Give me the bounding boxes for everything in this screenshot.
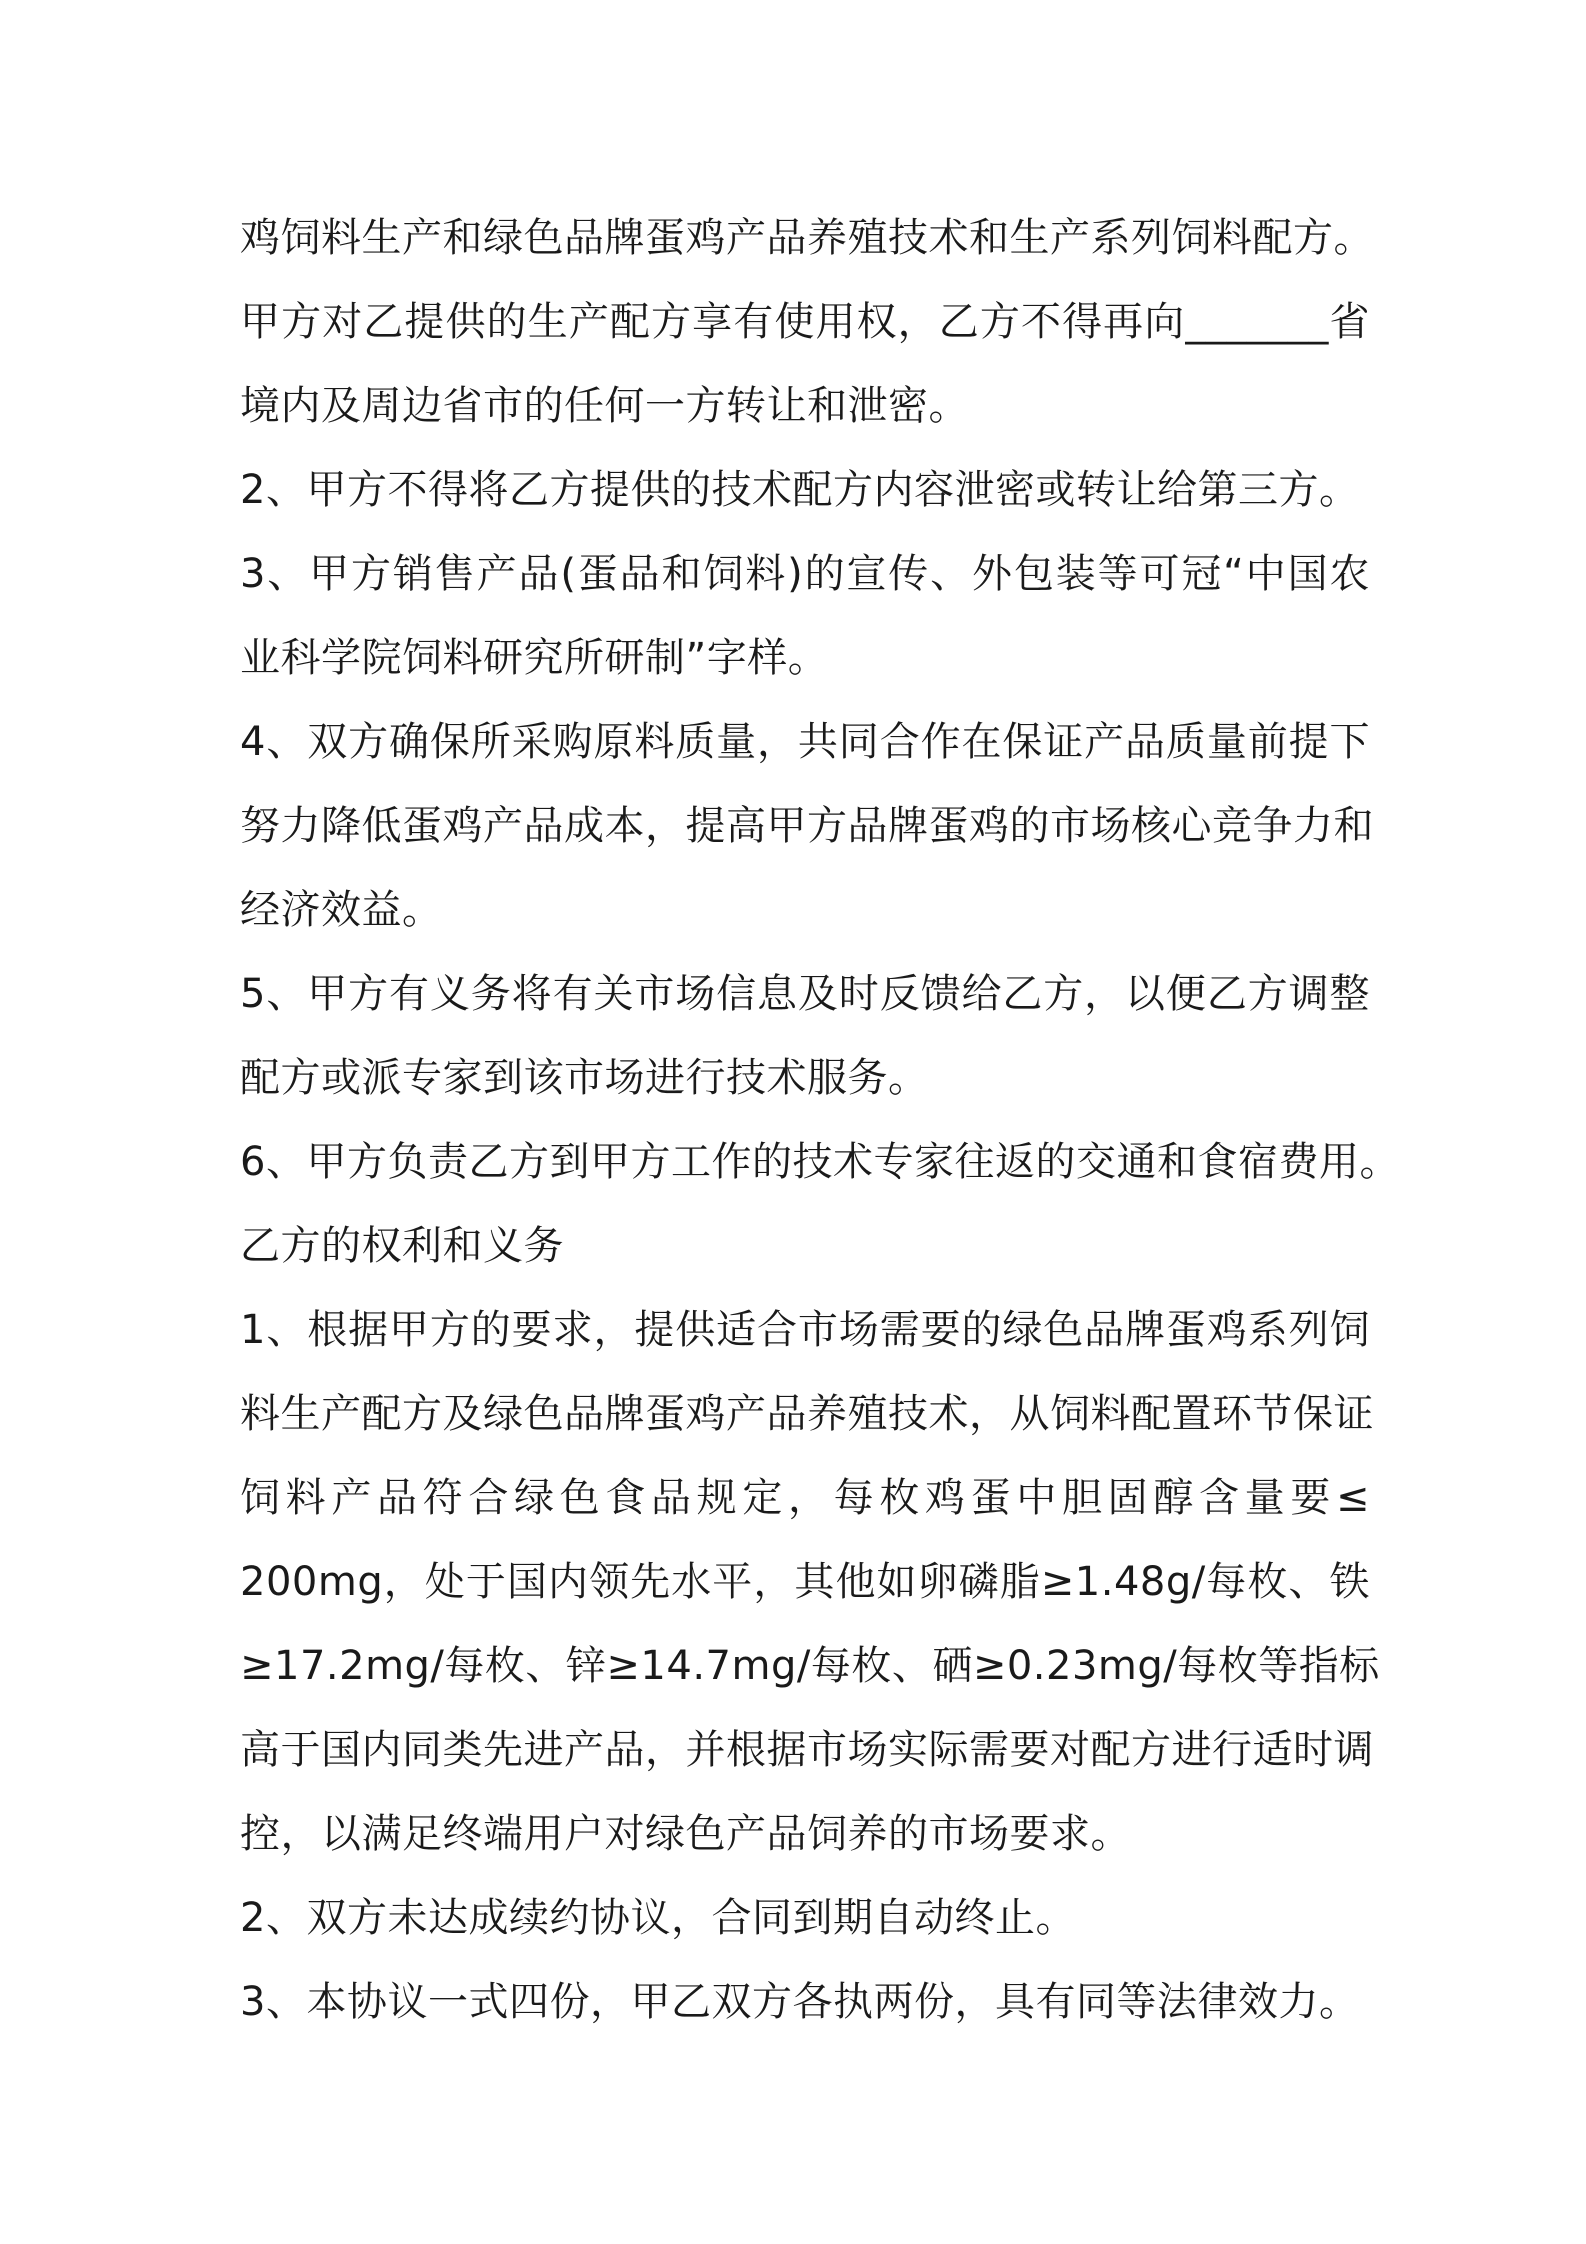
text-line: 业科学院饲料研究所研制”字样。 [240,635,829,681]
text-line: 3、本协议一式四份，甲乙双方各执两份，具有同等法律效力。 [240,1979,1360,2025]
text-line: 境内及周边省市的任何一方转让和泄密。 [240,383,969,429]
text-line: 3、甲方销售产品(蛋品和饲料)的宣传、外包装等可冠“中国农 [240,551,1370,597]
text-line: 鸡饲料生产和绿色品牌蛋鸡产品养殖技术和生产系列饲料配方。 [240,215,1374,261]
text-line: 6、甲方负责乙方到甲方工作的技术专家往返的交通和食宿费用。 [240,1139,1400,1185]
text-line: 高于国内同类先进产品，并根据市场实际需要对配方进行适时调 [240,1727,1374,1773]
text-line: 饲料产品符合绿色食品规定，每枚鸡蛋中胆固醇含量要≤ [240,1475,1370,1521]
text-line: 甲方对乙提供的生产配方享有使用权，乙方不得再向_______省 [240,299,1370,345]
text-line: 配方或派专家到该市场进行技术服务。 [240,1055,929,1101]
text-line: 经济效益。 [240,887,443,933]
text-line: 200mg，处于国内领先水平，其他如卵磷脂≥1.48g/每枚、铁 [240,1559,1370,1605]
section-heading: 乙方的权利和义务 [240,1223,564,1269]
text-line: 控，以满足终端用户对绿色产品饲养的市场要求。 [240,1811,1131,1857]
text-line: 2、甲方不得将乙方提供的技术配方内容泄密或转让给第三方。 [240,467,1360,513]
text-line: 4、双方确保所采购原料质量，共同合作在保证产品质量前提下 [240,719,1370,765]
document-body [240,196,1400,2044]
text-line: ≥17.2mg/每枚、锌≥14.7mg/每枚、硒≥0.23mg/每枚等指标 [240,1643,1380,1689]
text-line: 2、双方未达成续约协议，合同到期自动终止。 [240,1895,1076,1941]
text-line: 1、根据甲方的要求，提供适合市场需要的绿色品牌蛋鸡系列饲 [240,1307,1370,1353]
text-line: 努力降低蛋鸡产品成本，提高甲方品牌蛋鸡的市场核心竞争力和 [240,803,1374,849]
text-line: 5、甲方有义务将有关市场信息及时反馈给乙方，以便乙方调整 [240,971,1370,1017]
text-line: 料生产配方及绿色品牌蛋鸡产品养殖技术，从饲料配置环节保证 [240,1391,1374,1437]
